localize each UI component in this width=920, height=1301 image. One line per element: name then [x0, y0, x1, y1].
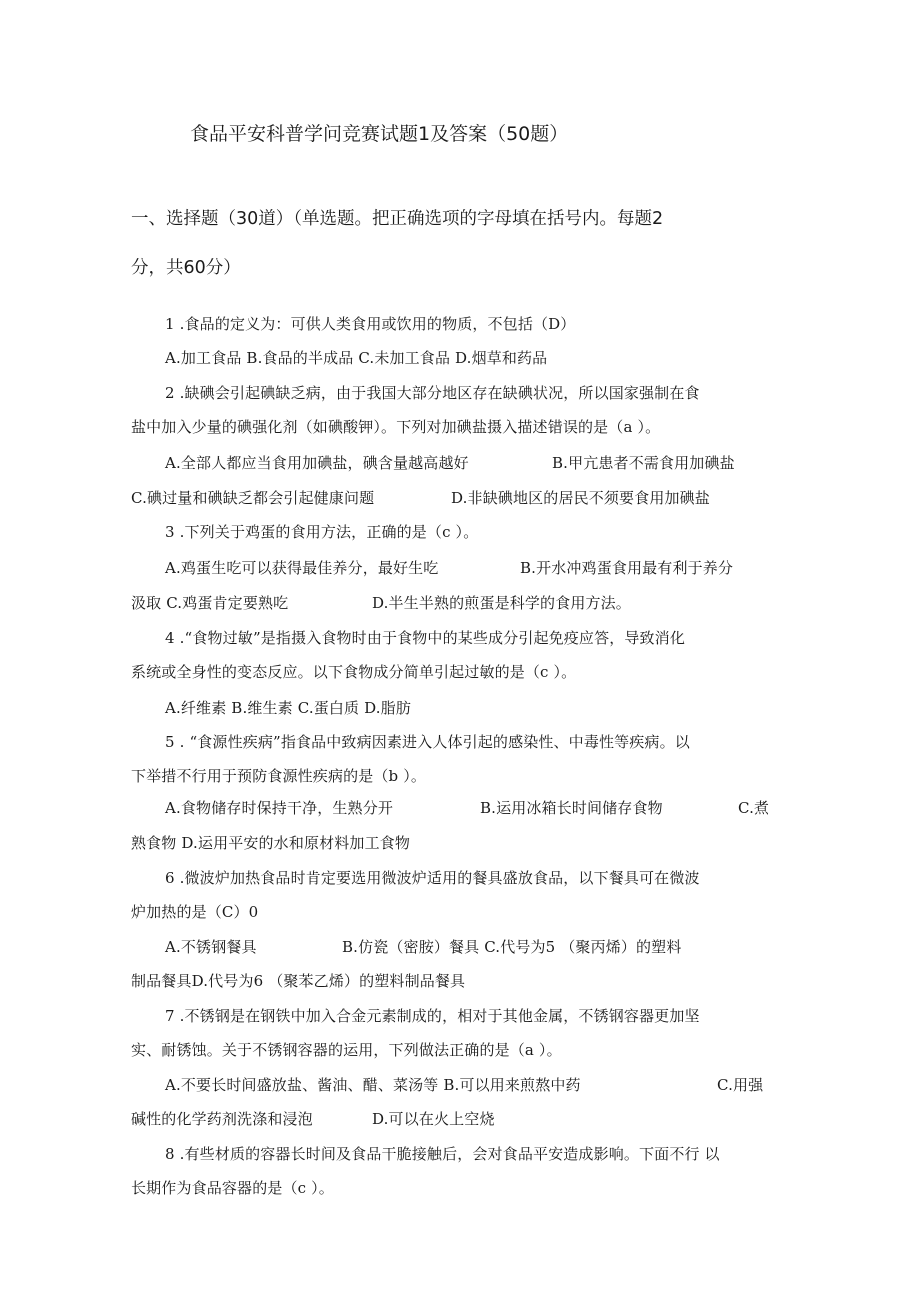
question-4-cont: 系统或全身性的变态反应。以下食物成分简单引起过敏的是（c ）。 — [131, 663, 577, 681]
q2-option-a: A.全部人都应当食用加碘盐，碘含量越高越好 — [165, 454, 469, 472]
q7-option-d: D.可以在火上空烧 — [372, 1110, 495, 1128]
question-6: 6 .微波炉加热食品时肯定要选用微波炉适用的餐具盛放食品，以下餐具可在微波 — [165, 869, 700, 887]
question-7: 7 .不锈钢是在钢铁中加入合金元素制成的，相对于其他金属，不锈钢容器更加坚 — [165, 1007, 700, 1025]
q3-option-d: D.半生半熟的煎蛋是科学的食用方法。 — [372, 594, 631, 612]
question-2: 2 .缺碘会引起碘缺乏病，由于我国大部分地区存在缺碘状况，所以国家强制在食 — [165, 384, 700, 402]
q1-options: A.加工食品 B.食品的半成品 C.未加工食品 D.烟草和药品 — [165, 349, 548, 367]
q6-option-b-c: B.仿瓷（密胺）餐具 C.代号为5 （聚丙烯）的塑料 — [342, 938, 682, 956]
q2-option-d: D.非缺碘地区的居民不须要食用加碘盐 — [451, 489, 710, 507]
question-2-cont: 盐中加入少量的碘强化剂（如碘酸钾）。下列对加碘盐摄入描述错误的是（a ）。 — [131, 418, 661, 436]
question-5-cont: 下举措不行用于预防食源性疾病的是（b ）。 — [131, 767, 427, 785]
q7-option-c: C.用强 — [717, 1076, 764, 1094]
page-title: 食品平安科普学问竞赛试题1及答案（50题） — [190, 123, 569, 145]
q3-option-a: A.鸡蛋生吃可以获得最佳养分，最好生吃 — [165, 559, 439, 577]
q3-option-c: 汲取 C.鸡蛋肯定要熟吃 — [131, 594, 289, 612]
q2-option-c: C.碘过量和碘缺乏都会引起健康问题 — [131, 489, 375, 507]
q4-options: A.纤维素 B.维生素 C.蛋白质 D.脂肪 — [165, 699, 411, 717]
question-8: 8 .有些材质的容器长时间及食品干脆接触后，会对食品平安造成影响。下面不行 以 — [165, 1145, 720, 1163]
q5-option-a: A.食物储存时保持干净，生熟分开 — [165, 799, 394, 817]
q6-option-a: A.不锈钢餐具 — [165, 938, 257, 956]
section-heading: 一、选择题（30道）（单选题。把正确选项的字母填在括号内。每题2 — [131, 209, 664, 229]
question-4: 4 .“食物过敏”是指摄入食物时由于食物中的某些成分引起免疫应答，导致消化 — [165, 629, 685, 647]
question-7-cont: 实、耐锈蚀。关于不锈钢容器的运用，下列做法正确的是（a ）。 — [131, 1041, 562, 1059]
q5-option-c: C.煮 — [738, 799, 770, 817]
q5-option-c-cont: 熟食物 D.运用平安的水和原材料加工食物 — [131, 834, 411, 852]
q2-option-b: B.甲亢患者不需食用加碘盐 — [552, 454, 735, 472]
section-heading-cont: 分，共60分） — [131, 258, 241, 278]
q6-option-d: 制品餐具D.代号为6 （聚苯乙烯）的塑料制品餐具 — [131, 972, 466, 990]
q5-option-b: B.运用冰箱长时间储存食物 — [480, 799, 663, 817]
question-5: 5 . “食源性疾病”指食品中致病因素进入人体引起的感染性、中毒性等疾病。以 — [165, 733, 690, 751]
q3-option-b: B.开水冲鸡蛋食用最有利于养分 — [520, 559, 734, 577]
question-1: 1 .食品的定义为：可供人类食用或饮用的物质，不包括（D） — [165, 315, 576, 333]
question-3: 3 .下列关于鸡蛋的食用方法，正确的是（c ）。 — [165, 523, 479, 541]
question-6-cont: 炉加热的是（C）0 — [131, 903, 259, 921]
q7-option-c-cont: 碱性的化学药剂洗涤和浸泡 — [131, 1110, 313, 1128]
q7-option-a-b: A.不要长时间盛放盐、酱油、醋、菜汤等 B.可以用来煎熬中药 — [165, 1076, 581, 1094]
question-8-cont: 长期作为食品容器的是（c ）。 — [131, 1179, 334, 1197]
